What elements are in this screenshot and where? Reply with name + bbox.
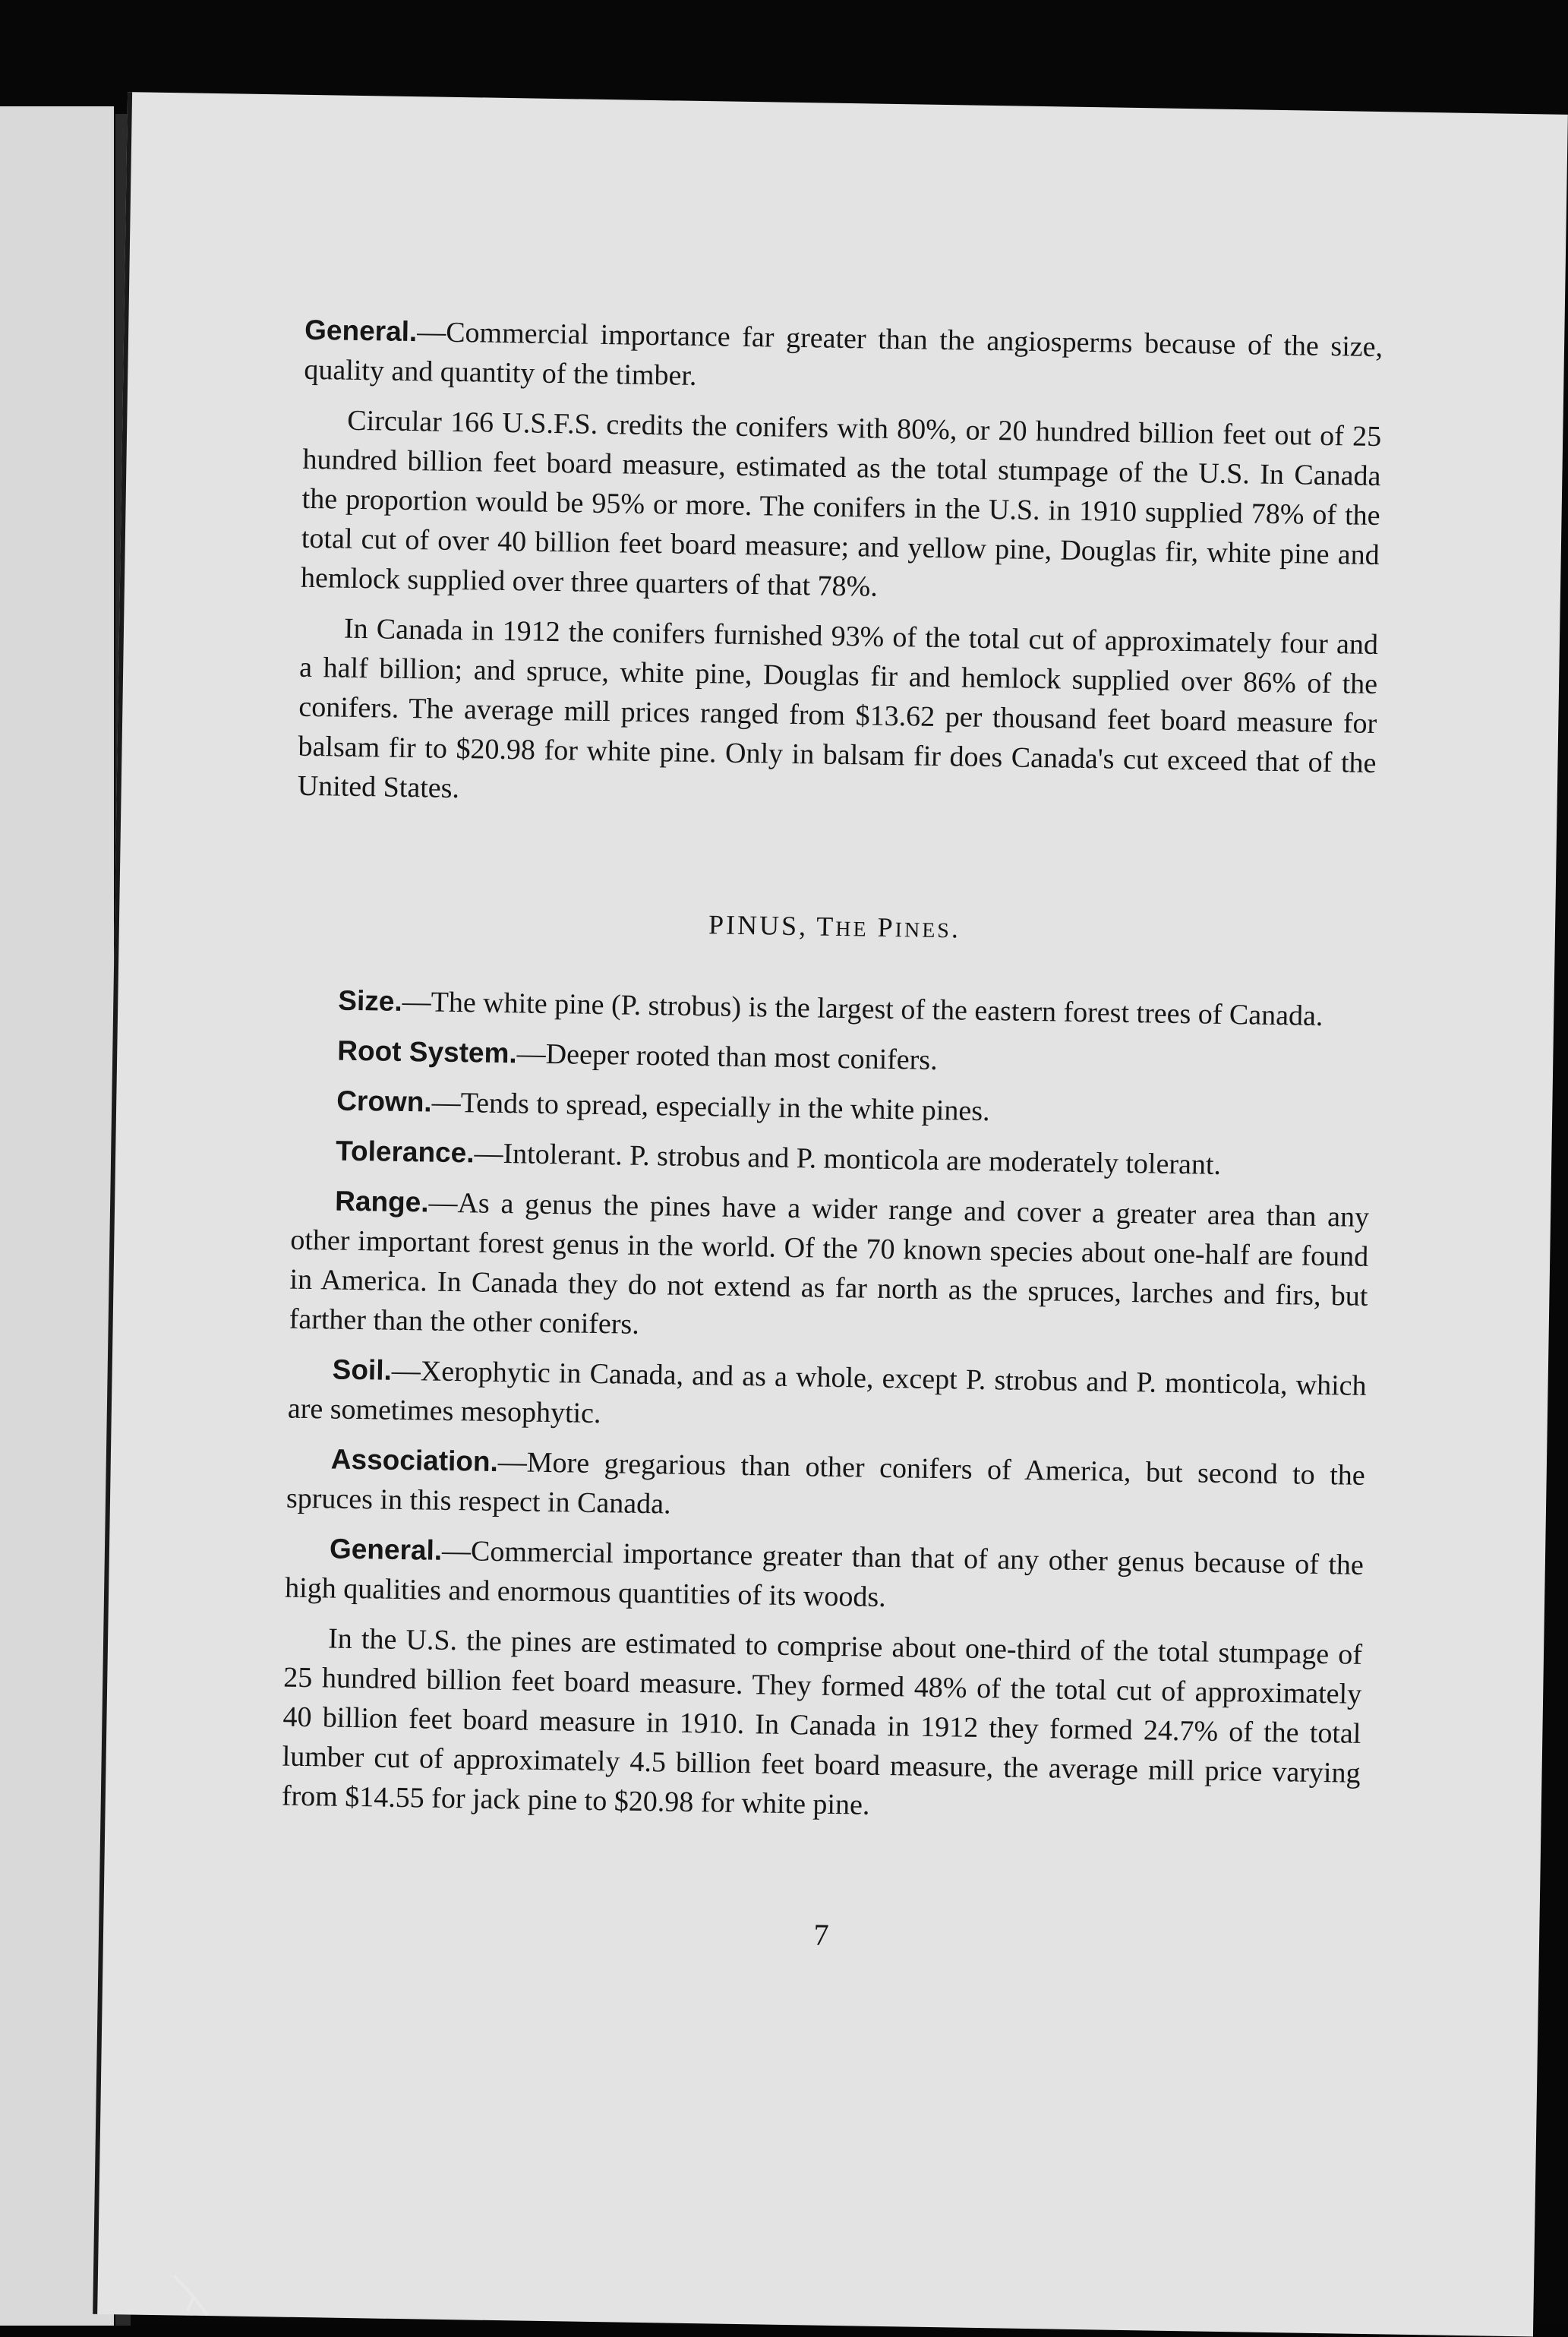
size-text: —The white pine (P. strobus) is the largest of the eastern forest trees of Canada. [402, 985, 1323, 1032]
size-label: Size. [338, 984, 403, 1017]
soil-paragraph [288, 1350, 1367, 1445]
facing-page-edge [0, 106, 114, 2326]
root-system-text: —Deeper rooted than most conifers. [516, 1037, 938, 1077]
pinus-general-label: General. [329, 1533, 443, 1566]
tolerance-paragraph [292, 1131, 1371, 1187]
range-label: Range. [334, 1185, 429, 1218]
conifers-general-text: —Commercial importance far greater than the angiosperms because of the size, quality and quantity of the timber. [304, 316, 1383, 392]
association-paragraph [286, 1439, 1365, 1535]
range-paragraph [289, 1181, 1369, 1356]
association-label: Association. [330, 1443, 499, 1477]
crown-label: Crown. [336, 1085, 432, 1118]
range-text: —As a genus the pines have a wider range and cover a greater area than any other important forest genus in the world. Of the 70 known species about one-half are found in America. In Canada they do not extend as far north as the spruces, larches and firs, but farther than the other conifers. [289, 1186, 1370, 1341]
book-page [93, 92, 1568, 2336]
association-text: —More gregarious than other conifers of America, but second to the spruces in this respect in Canada. [286, 1445, 1366, 1521]
root-system-label: Root System. [337, 1034, 518, 1069]
soil-text: —Xerophytic in Canada, and as a whole, except P. strobus and P. monticola, which are sometimes mesophytic. [287, 1354, 1367, 1430]
conifers-general-label: General. [304, 314, 418, 348]
pinus-general-text: —Commercial importance greater than that of any other genus because of the high qualities and enormous quantities of its woods. [284, 1534, 1365, 1614]
scratch-mark-icon [171, 2271, 216, 2316]
root-system-paragraph [293, 1031, 1372, 1087]
tolerance-text: —Intolerant. P. strobus and P. monticola are moderately tolerant. [474, 1137, 1222, 1181]
soil-label: Soil. [332, 1353, 393, 1386]
size-paragraph [294, 981, 1373, 1037]
page-number: 7 [813, 1917, 829, 1952]
conifers-general-paragraph [304, 311, 1383, 406]
canada-paragraph: In Canada in 1912 the conifers furnished 93% of the total cut of approximately four and a half billion; and spruce, white pine, Douglas fir and hemlock supplied over 86% of the conifers. The average mill prices ranged from $13.62 per thousand feet board measure for balsam fir to $20.98 for white pine. Only in balsam fir does Canada's cut exceed that of the United States. [297, 612, 1379, 805]
crown-text: —Tends to spread, especially in the white pines. [431, 1086, 990, 1128]
circular-paragraph: Circular 166 U.S.F.S. credits the conifers with 80%, or 20 hundred billion feet out of 25 hundred billion feet board measure, estimated as the total stumpage of the U.S. In Canada the proportion would be 95% or more. The conifers in the U.S. in 1910 supplied 78% of the total cut of over 40 billion feet board measure; and yellow pine, Douglas fir, white pine and hemlock supplied over three quarters of that 78%. [300, 404, 1382, 603]
pinus-general-paragraph [285, 1529, 1364, 1625]
pines-us-paragraph: In the U.S. the pines are estimated to comprise about one-third of the total stumpage of 25 hundred billion feet board measure. They formed 48% of the total cut of approximately 40 billion feet board measure in 1910. In Canada in 1912 they formed 24.7% of the total lumber cut of approximately 4.5 billion feet board measure, the average mill price varying from $14.55 for jack pine to $20.98 for white pine. [281, 1622, 1363, 1821]
genus-heading: PINUS, THE PINES. [708, 909, 961, 944]
text-column [281, 311, 1383, 1843]
crown-paragraph [292, 1081, 1371, 1137]
tolerance-label: Tolerance. [335, 1135, 475, 1169]
